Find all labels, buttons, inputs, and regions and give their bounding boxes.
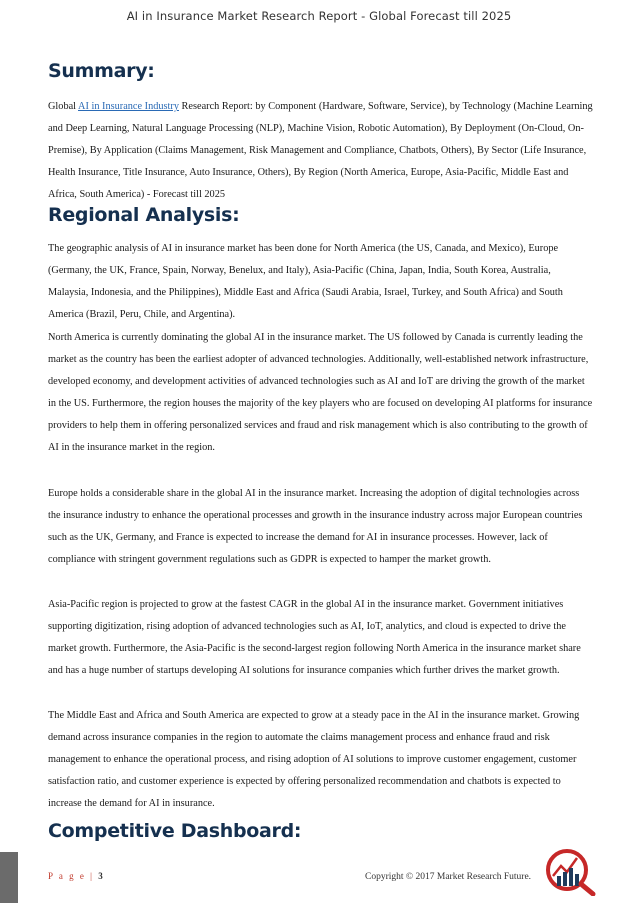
- page-number: 3: [98, 871, 103, 881]
- regional-paragraph: Asia-Pacific region is projected to grow at the fastest CAGR in the global AI in the insurance market. Government initiatives supporting digitization, rising adoption of advanced technologies such as AI, IoT, analytics, and cloud is expected to drive the market growth. Furthermore, the Asia-Pacific is the second-largest region following North America in the insurance market share and has a huge number of startups developing AI solutions for insurance companies which further drives the market growth.: [48, 599, 581, 676]
- market-research-future-logo-icon: [543, 846, 599, 896]
- page-header-title: AI in Insurance Market Research Report - Global Forecast till 2025: [126, 9, 512, 23]
- regional-paragraph: The geographic analysis of AI in insurance market has been done for North America (the US, Canada, and Mexico), Europe (Germany, the UK, France, Spain, Norway, Benelux, and Italy), Asia-Pacific (China, Japan, India, South Korea, Australia, Malaysia, Indonesia, and the Philippines), Middle East and Africa (Saudi Arabia, Israel, Turkey, and South Africa) and South America (Brazil, Peru, Chile, and Argentina).: [48, 243, 563, 320]
- summary-paragraph: [48, 96, 593, 206]
- summary-post-link: Research Report: by Component (Hardware, Software, Service), by Technology (Machine Learning and Deep Learning, Natural Language Processing (NLP), Machine Vision, Robotic Automation), By Deployment (On-Cloud, On-Premise), By Application (Claims Management, Risk Management and Compliance, Chatbots, Others), By Sector (Life Insurance, Health Insurance, Title Insurance, Auto Insurance, Others), By Region (North America, Europe, Asia-Pacific, Middle East and Africa, South America) - Forecast till 2025: [48, 101, 593, 200]
- regional-paragraph: The Middle East and Africa and South America are expected to grow at a steady pace in the AI in the insurance market. Growing demand across insurance companies in the region to automate the claims management process and enhance fraud and risk management to enhance the operational process, and rising adoption of AI solutions to improve customer engagement, customer satisfaction ratio, and customer experience is expected by offering personalized recommendation and chatbots is expected to increase the demand for AI in insurance.: [48, 710, 580, 809]
- regional-paragraph: North America is currently dominating the global AI in the insurance market. The US followed by Canada is currently leading the market as the country has been the earliest adopter of advanced technologies. Additionally, well-established network infrastructure, developed economy, and development activities of advanced technologies such as AI and IoT are driving the growth of the market in the US. Furthermore, the region houses the majority of the key players who are focused on developing AI platforms for insurance providers to help them in offering personalized services and fraud and risk management which is also contributing to the growth of AI in the insurance market in the region.: [48, 332, 593, 453]
- summary-heading: Summary:: [48, 60, 155, 82]
- regional-analysis-heading: Regional Analysis:: [48, 204, 240, 226]
- summary-pre-link: Global: [48, 101, 79, 112]
- footer-page-number: [48, 871, 103, 881]
- competitive-dashboard-heading: Competitive Dashboard:: [48, 820, 302, 842]
- regional-paragraph: Europe holds a considerable share in the global AI in the insurance market. Increasing the adoption of digital technologies across the insurance industry to enhance the operational processes and growth in the insurance industry across major European countries such as the UK, Germany, and France is expected to increase the demand for AI in insurance processes. However, lack of compliance with stringent government regulations such as GDPR is expected to hamper the market growth.: [48, 488, 583, 565]
- footer-side-bar: [0, 852, 18, 903]
- page-label: P a g e |: [48, 871, 99, 881]
- footer-copyright: Copyright © 2017 Market Research Future.: [365, 872, 532, 882]
- ai-insurance-industry-link[interactable]: AI in Insurance Industry: [78, 101, 179, 112]
